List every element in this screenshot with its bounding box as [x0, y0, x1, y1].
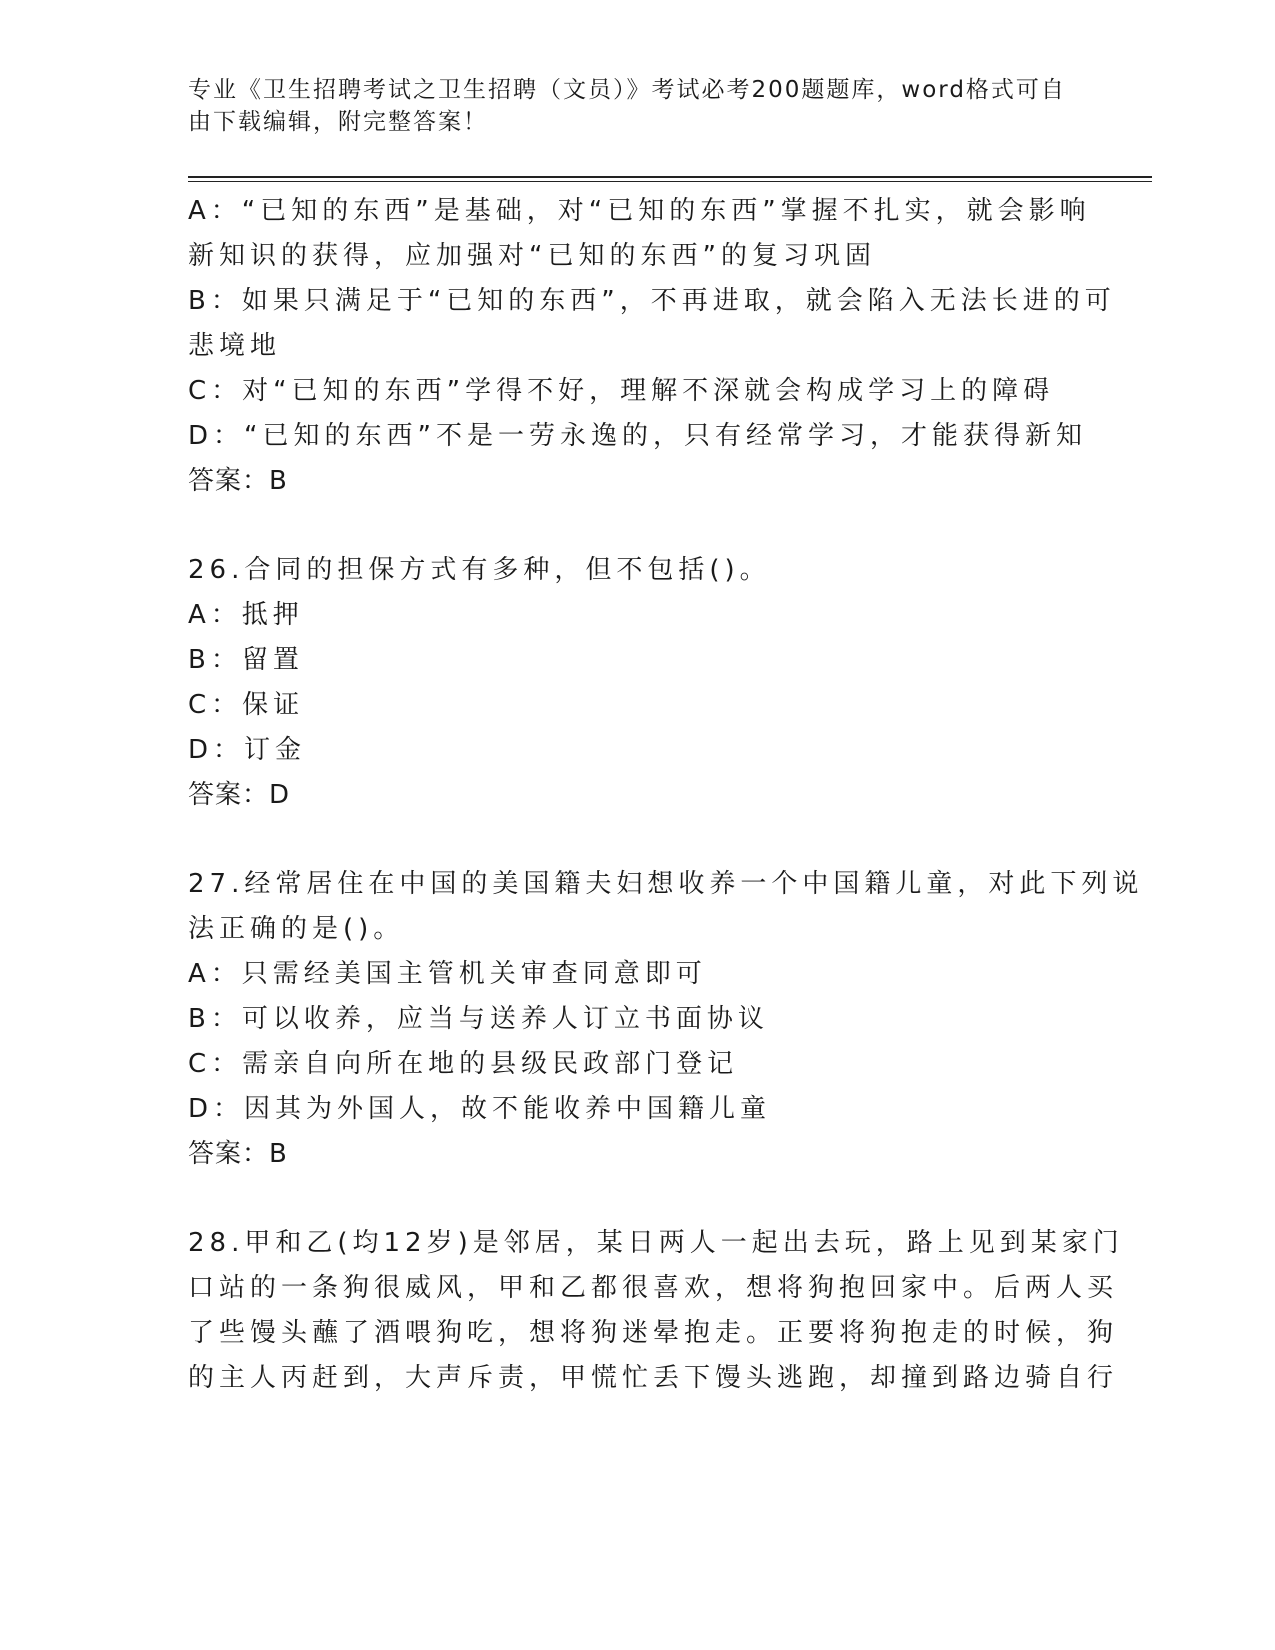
document-body [188, 189, 1144, 1401]
option-a: A：抵押 [188, 600, 304, 630]
option-b: B：如果只满足于“已知的东西”，不再进取，就会陷入无法长进的可 [188, 286, 1116, 316]
header-line: 专业《卫生招聘考试之卫生招聘（文员）》考试必考200题题库，word格式可自 [188, 77, 1066, 103]
question-28-block [188, 1221, 1124, 1401]
header-line: 由下载编辑，附完整答案！ [188, 109, 488, 135]
question-25-block [188, 189, 1116, 504]
document-header [188, 74, 1068, 138]
option-b: B：留置 [188, 645, 304, 675]
answer-line: 答案：D [188, 780, 291, 810]
question-text: 26.合同的担保方式有多种，但不包括()。 [188, 555, 771, 585]
answer-line: 答案：B [188, 1139, 288, 1169]
spacer [188, 1177, 1088, 1221]
question-text: 27.经常居住在中国的美国籍夫妇想收养一个中国籍儿童，对此下列说 [188, 869, 1144, 899]
option-a: A：“已知的东西”是基础，对“已知的东西”掌握不扎实，就会影响 [188, 196, 1091, 226]
spacer [188, 818, 1088, 862]
question-26-block [188, 548, 1088, 818]
header-divider [188, 176, 1152, 178]
question-text-continued: 法正确的是()。 [188, 914, 405, 944]
answer-line: 答案：B [188, 466, 288, 496]
option-c: C：对“已知的东西”学得不好，理解不深就会构成学习上的障碍 [188, 376, 1055, 406]
question-text-continued: 了些馒头蘸了酒喂狗吃，想将狗迷晕抱走。正要将狗抱走的时候，狗 [188, 1318, 1119, 1348]
question-text-continued: 的主人丙赶到，大声斥责，甲慌忙丢下馒头逃跑，却撞到路边骑自行 [188, 1363, 1119, 1393]
option-c: C：需亲自向所在地的县级民政部门登记 [188, 1049, 739, 1079]
header-divider-thin [188, 181, 1152, 182]
option-a-continued: 新知识的获得，应加强对“已知的东西”的复习巩固 [188, 241, 876, 271]
spacer [188, 504, 1088, 548]
option-d: D：“已知的东西”不是一劳永逸的，只有经常学习，才能获得新知 [188, 421, 1087, 451]
question-27-block [188, 862, 1144, 1177]
question-text-continued: 口站的一条狗很威风，甲和乙都很喜欢，想将狗抱回家中。后两人买 [188, 1273, 1119, 1303]
option-a: A：只需经美国主管机关审查同意即可 [188, 959, 707, 989]
question-text: 28.甲和乙(均12岁)是邻居，某日两人一起出去玩，路上见到某家门 [188, 1228, 1124, 1258]
option-d: D：订金 [188, 735, 307, 765]
option-b-continued: 悲境地 [188, 331, 282, 361]
option-d: D：因其为外国人，故不能收养中国籍儿童 [188, 1094, 772, 1124]
option-c: C：保证 [188, 690, 305, 720]
option-b: B：可以收养，应当与送养人订立书面协议 [188, 1004, 769, 1034]
